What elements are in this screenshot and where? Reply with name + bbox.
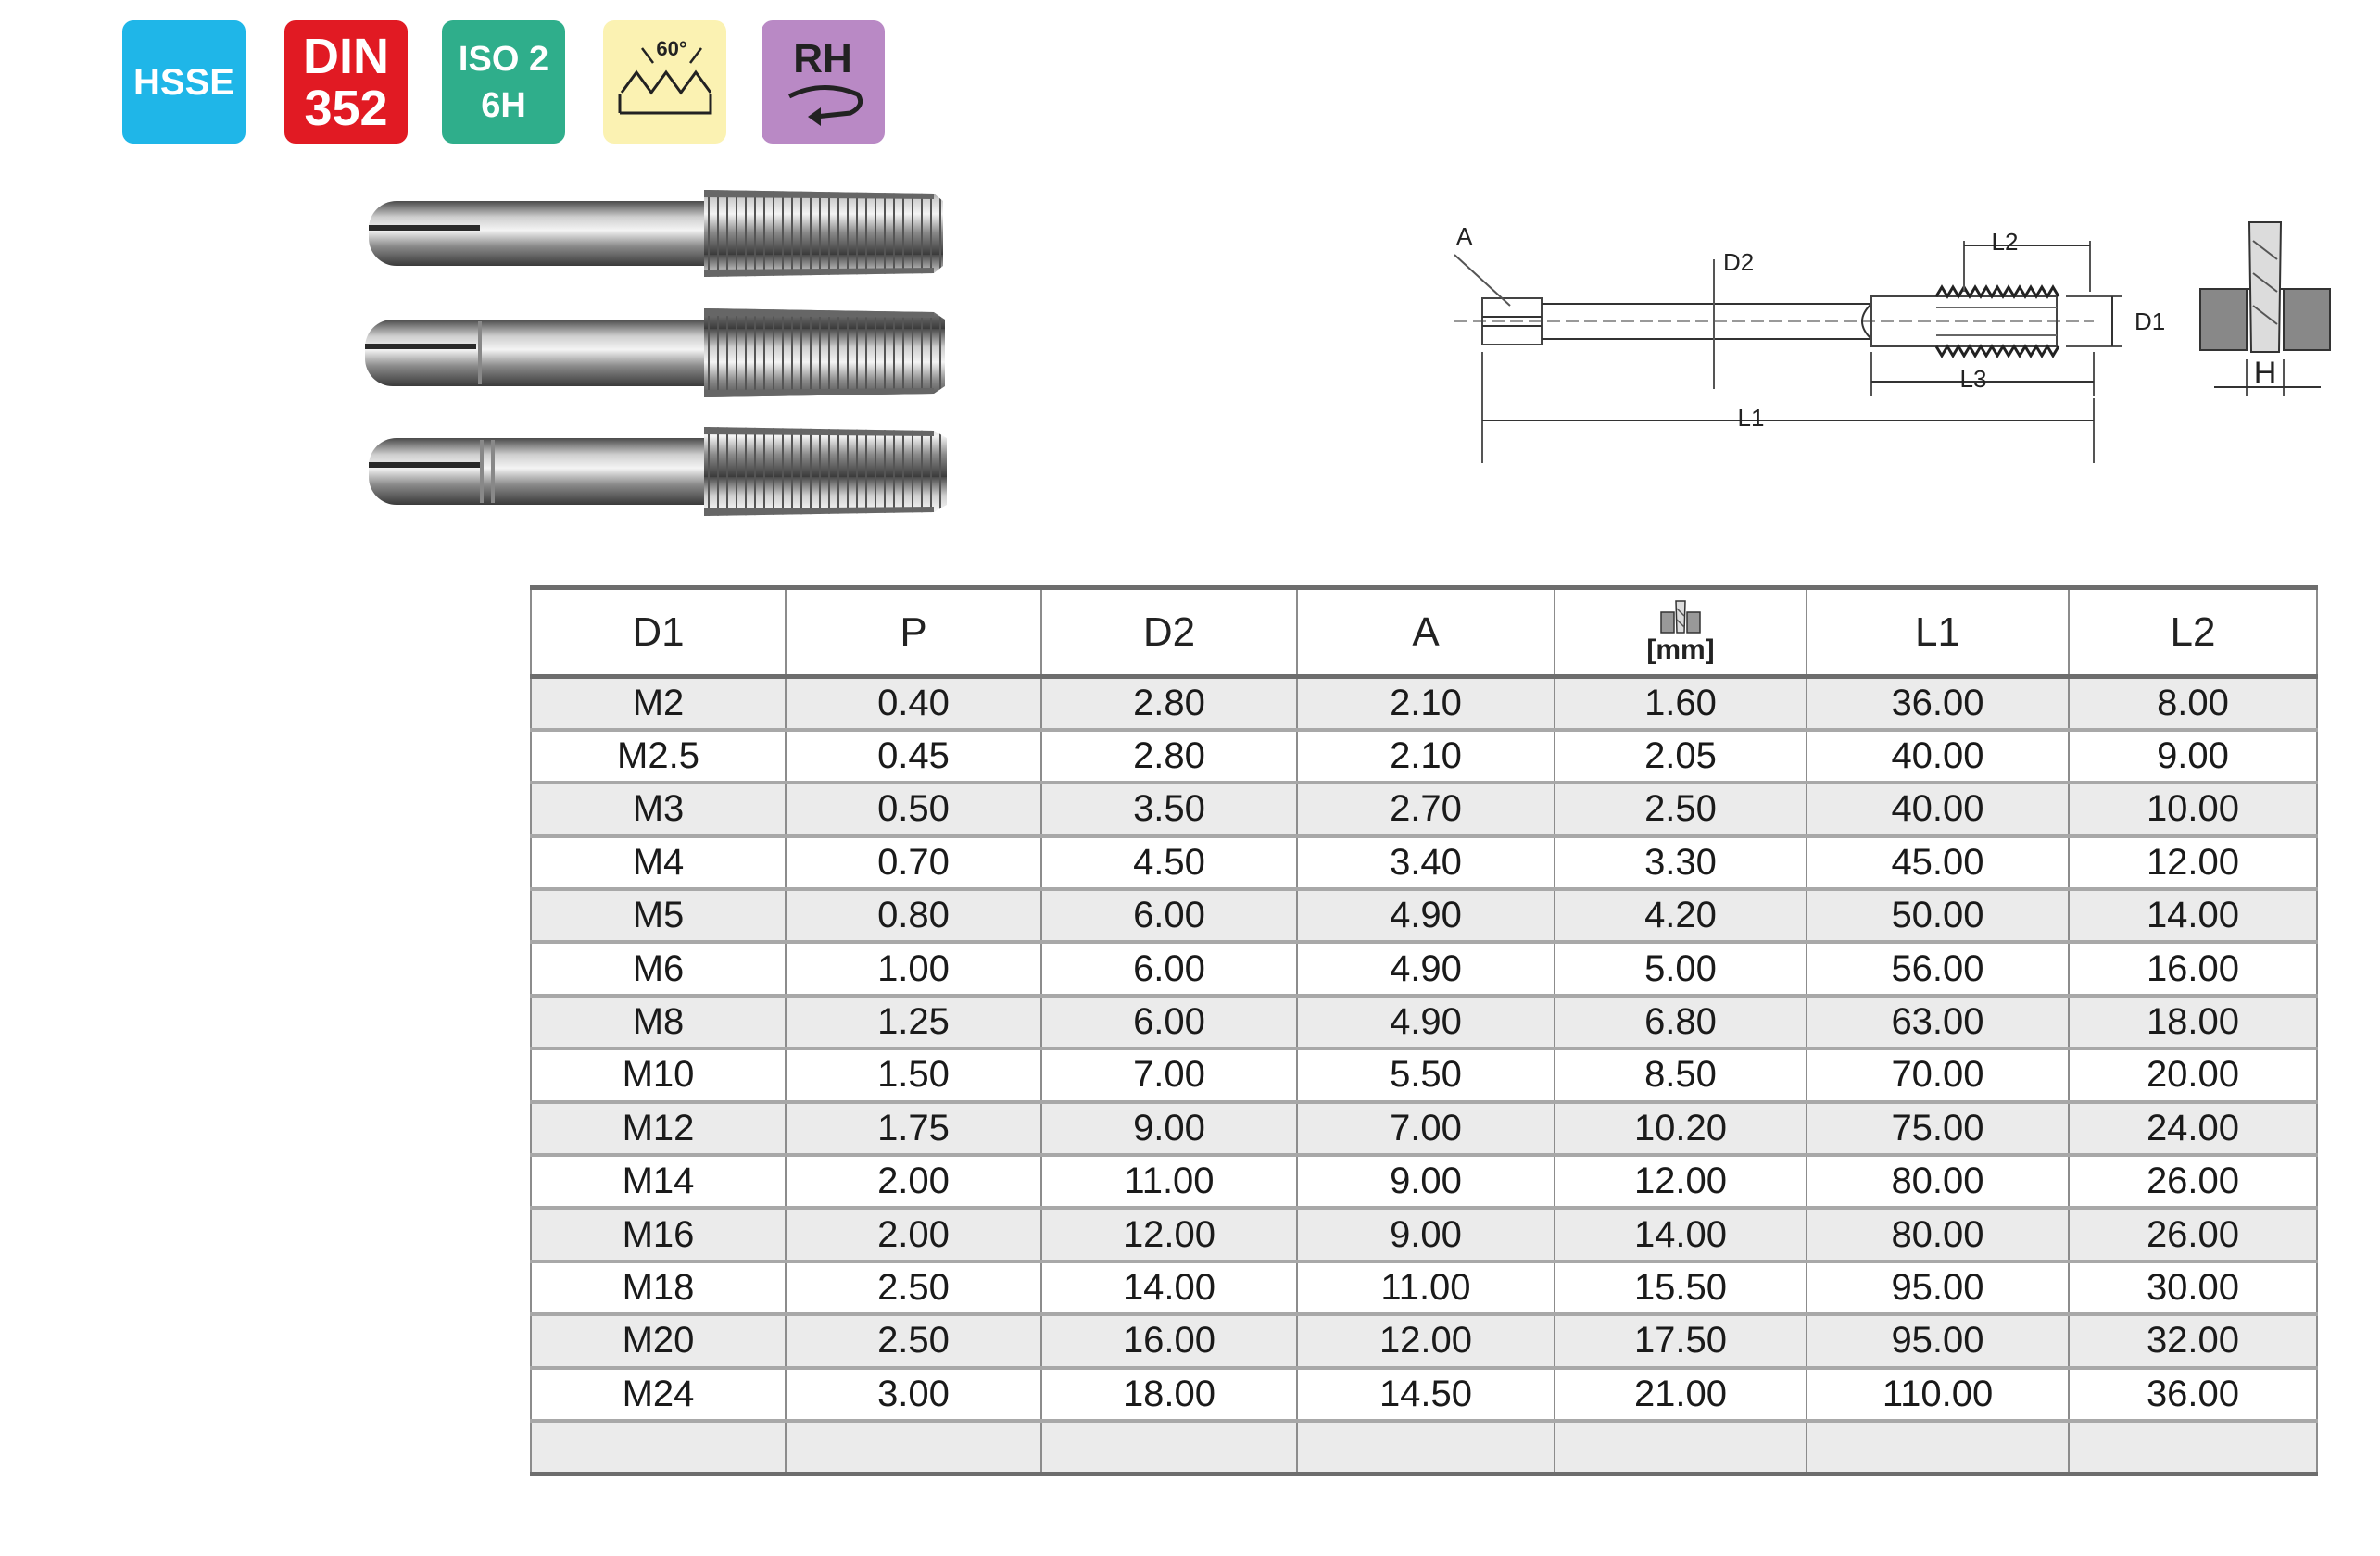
cell-hole: 17.50	[1555, 1314, 1807, 1367]
cell-d1: M3	[531, 783, 786, 835]
cell-d2: 7.00	[1041, 1048, 1297, 1101]
empty-cell	[531, 1421, 786, 1474]
cell-p: 0.80	[786, 889, 1041, 942]
col-d2-header: D2	[1041, 588, 1297, 677]
cell-d1: M24	[531, 1368, 786, 1421]
cell-l2: 32.00	[2069, 1314, 2317, 1367]
cell-l1: 56.00	[1807, 942, 2069, 995]
cell-l2: 20.00	[2069, 1048, 2317, 1101]
cell-hole: 14.00	[1555, 1208, 1807, 1261]
cell-d2: 2.80	[1041, 677, 1297, 730]
table-row	[531, 1261, 2317, 1314]
cell-hole: 3.30	[1555, 836, 1807, 889]
cell-l1: 80.00	[1807, 1155, 2069, 1208]
cell-d1: M6	[531, 942, 786, 995]
cell-hole: 5.00	[1555, 942, 1807, 995]
cell-a: 9.00	[1297, 1155, 1555, 1208]
cell-a: 7.00	[1297, 1102, 1555, 1155]
table-row	[531, 1155, 2317, 1208]
cell-l1: 80.00	[1807, 1208, 2069, 1261]
col-a-header: A	[1297, 588, 1555, 677]
hsse-badge	[122, 20, 246, 144]
cell-d2: 9.00	[1041, 1102, 1297, 1155]
cell-p: 1.00	[786, 942, 1041, 995]
cell-d1: M12	[531, 1102, 786, 1155]
cell-p: 2.50	[786, 1314, 1041, 1367]
cell-d2: 14.00	[1041, 1261, 1297, 1314]
col-l1-header: L1	[1807, 588, 2069, 677]
din-label: DIN	[303, 28, 389, 84]
cell-hole: 10.20	[1555, 1102, 1807, 1155]
iso-label: ISO 2	[458, 39, 549, 79]
cell-d1: M8	[531, 996, 786, 1048]
cell-hole: 12.00	[1555, 1155, 1807, 1208]
table-row	[531, 889, 2317, 942]
col-hole-header	[1555, 588, 1807, 677]
col-p-header: P	[786, 588, 1041, 677]
table-row	[531, 836, 2317, 889]
thread-angle-badge	[603, 20, 726, 144]
cell-a: 14.50	[1297, 1368, 1555, 1421]
cell-p: 0.40	[786, 677, 1041, 730]
label-l1: L1	[1737, 404, 1765, 432]
cell-l1: 36.00	[1807, 677, 2069, 730]
right-hand-badge	[762, 20, 885, 144]
cell-l1: 95.00	[1807, 1261, 2069, 1314]
empty-cell	[2069, 1421, 2317, 1474]
cell-d2: 18.00	[1041, 1368, 1297, 1421]
cell-hole: 1.60	[1555, 677, 1807, 730]
cell-l2: 36.00	[2069, 1368, 2317, 1421]
empty-cell	[786, 1421, 1041, 1474]
cell-hole: 21.00	[1555, 1368, 1807, 1421]
table-row	[531, 783, 2317, 835]
rotation-arrow-icon	[762, 20, 885, 144]
cell-d2: 2.80	[1041, 730, 1297, 783]
cell-p: 0.70	[786, 836, 1041, 889]
cell-d1: M10	[531, 1048, 786, 1101]
cell-l2: 30.00	[2069, 1261, 2317, 1314]
cell-hole: 4.20	[1555, 889, 1807, 942]
label-d2: D2	[1723, 248, 1755, 276]
label-a: A	[1456, 222, 1473, 250]
table-header-row	[531, 588, 2317, 677]
drill-hole-icon	[1659, 599, 1702, 636]
cell-l2: 8.00	[2069, 677, 2317, 730]
cell-l2: 18.00	[2069, 996, 2317, 1048]
table-row	[531, 1368, 2317, 1421]
cell-p: 2.00	[786, 1208, 1041, 1261]
tap-2	[365, 308, 945, 397]
cell-d1: M18	[531, 1261, 786, 1314]
tap-dimension-diagram	[1417, 204, 2344, 482]
table-empty-row	[531, 1421, 2317, 1474]
cell-hole: 15.50	[1555, 1261, 1807, 1314]
hsse-label: HSSE	[133, 61, 234, 103]
cell-p: 1.50	[786, 1048, 1041, 1101]
cell-l1: 40.00	[1807, 783, 2069, 835]
tolerance-class: 6H	[481, 85, 526, 125]
cell-l2: 14.00	[2069, 889, 2317, 942]
label-h: H	[2253, 356, 2277, 391]
cell-a: 4.90	[1297, 889, 1555, 942]
cell-a: 11.00	[1297, 1261, 1555, 1314]
cell-d1: M2.5	[531, 730, 786, 783]
empty-cell	[1297, 1421, 1555, 1474]
thread-profile-icon	[603, 20, 726, 144]
cell-l1: 110.00	[1807, 1368, 2069, 1421]
cell-l1: 70.00	[1807, 1048, 2069, 1101]
empty-cell	[1807, 1421, 2069, 1474]
cell-d1: M16	[531, 1208, 786, 1261]
col-d1-header: D1	[531, 588, 786, 677]
cell-p: 1.25	[786, 996, 1041, 1048]
cell-hole: 2.05	[1555, 730, 1807, 783]
empty-cell	[1041, 1421, 1297, 1474]
cell-a: 3.40	[1297, 836, 1555, 889]
cell-d1: M14	[531, 1155, 786, 1208]
table-row	[531, 996, 2317, 1048]
cell-d2: 3.50	[1041, 783, 1297, 835]
col-l2-header: L2	[2069, 588, 2317, 677]
cell-l1: 45.00	[1807, 836, 2069, 889]
cell-a: 4.90	[1297, 942, 1555, 995]
cell-d2: 12.00	[1041, 1208, 1297, 1261]
empty-cell	[1555, 1421, 1807, 1474]
cell-a: 2.10	[1297, 677, 1555, 730]
cell-l2: 10.00	[2069, 783, 2317, 835]
label-d1: D1	[2134, 307, 2166, 335]
cell-p: 0.50	[786, 783, 1041, 835]
cell-l1: 50.00	[1807, 889, 2069, 942]
cell-p: 0.45	[786, 730, 1041, 783]
table-row	[531, 1102, 2317, 1155]
cell-l2: 12.00	[2069, 836, 2317, 889]
table-row	[531, 677, 2317, 730]
table-row	[531, 1048, 2317, 1101]
cell-hole: 6.80	[1555, 996, 1807, 1048]
table-body	[531, 677, 2317, 1474]
cell-hole: 2.50	[1555, 783, 1807, 835]
cell-d2: 6.00	[1041, 942, 1297, 995]
cell-p: 3.00	[786, 1368, 1041, 1421]
cell-p: 1.75	[786, 1102, 1041, 1155]
cell-l2: 9.00	[2069, 730, 2317, 783]
cell-l2: 26.00	[2069, 1208, 2317, 1261]
din-number: 352	[304, 80, 388, 136]
din-352-badge	[284, 20, 408, 144]
cell-a: 4.90	[1297, 996, 1555, 1048]
cell-p: 2.50	[786, 1261, 1041, 1314]
table-row	[531, 1314, 2317, 1367]
cell-a: 2.70	[1297, 783, 1555, 835]
cell-a: 9.00	[1297, 1208, 1555, 1261]
cell-d1: M20	[531, 1314, 786, 1367]
rh-label: RH	[793, 36, 852, 82]
cell-d1: M4	[531, 836, 786, 889]
cell-a: 5.50	[1297, 1048, 1555, 1101]
hand-taps-set-image	[361, 181, 963, 533]
thread-angle-label: 60°	[656, 37, 687, 60]
label-l2: L2	[1991, 228, 2019, 256]
table-row	[531, 942, 2317, 995]
cell-l1: 63.00	[1807, 996, 2069, 1048]
cell-l2: 16.00	[2069, 942, 2317, 995]
cell-l2: 26.00	[2069, 1155, 2317, 1208]
hole-unit-label: [mm]	[1646, 634, 1715, 665]
label-l3: L3	[1959, 365, 1987, 393]
cell-d2: 4.50	[1041, 836, 1297, 889]
cell-d2: 6.00	[1041, 889, 1297, 942]
tap-1	[369, 190, 943, 277]
cell-hole: 8.50	[1555, 1048, 1807, 1101]
tap-3	[369, 427, 947, 516]
cell-l1: 95.00	[1807, 1314, 2069, 1367]
cell-d1: M5	[531, 889, 786, 942]
cell-d2: 6.00	[1041, 996, 1297, 1048]
cell-l2: 24.00	[2069, 1102, 2317, 1155]
cell-a: 12.00	[1297, 1314, 1555, 1367]
cell-d2: 11.00	[1041, 1155, 1297, 1208]
cell-l1: 75.00	[1807, 1102, 2069, 1155]
table-row	[531, 1208, 2317, 1261]
cell-a: 2.10	[1297, 730, 1555, 783]
iso-tolerance-badge	[442, 20, 565, 144]
cell-p: 2.00	[786, 1155, 1041, 1208]
spec-table	[530, 585, 2318, 1476]
cell-d2: 16.00	[1041, 1314, 1297, 1367]
table-row	[531, 730, 2317, 783]
cell-d1: M2	[531, 677, 786, 730]
cell-l1: 40.00	[1807, 730, 2069, 783]
